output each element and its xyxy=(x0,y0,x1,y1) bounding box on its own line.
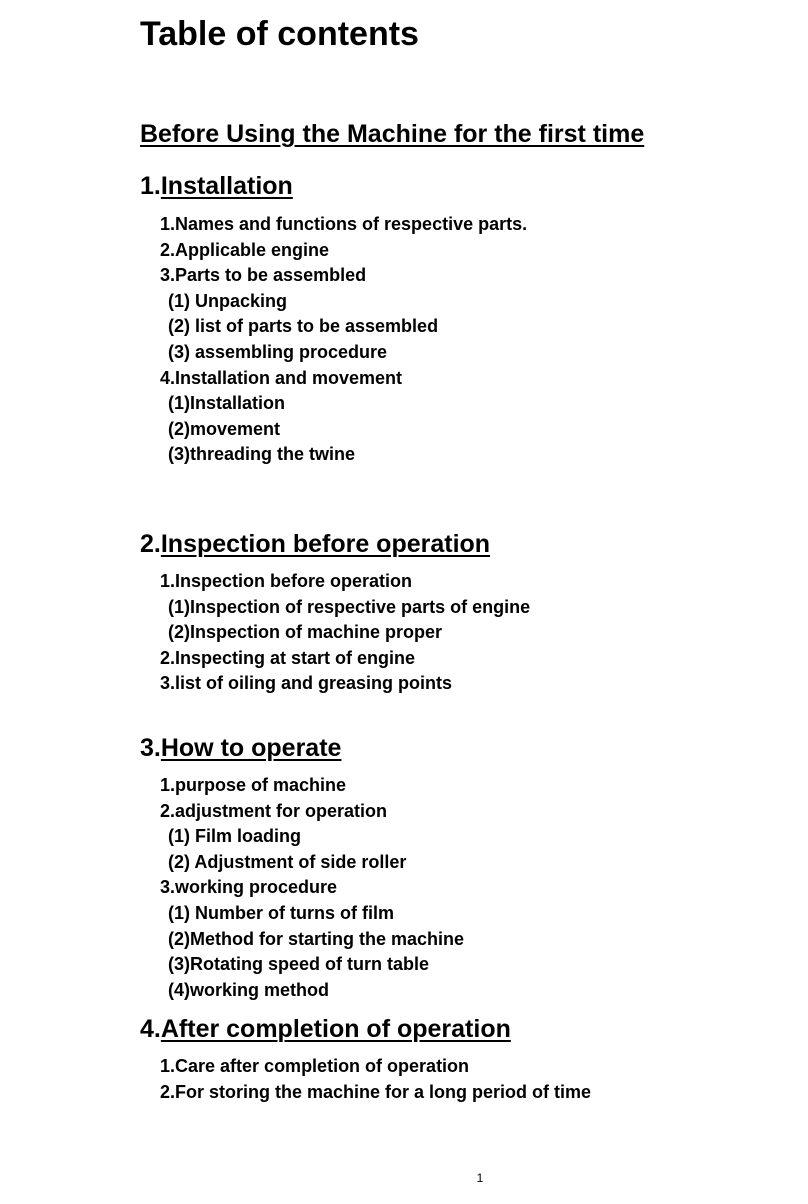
toc-subitem: (1) Unpacking xyxy=(168,290,288,311)
toc-list-inspection xyxy=(0,569,530,697)
toc-subitem: (4)working method xyxy=(168,979,329,1000)
toc-item: 1.Inspection before operation xyxy=(160,571,413,591)
toc-subitem: (2) Adjustment of side roller xyxy=(168,851,407,872)
toc-subitem: (2)Method for starting the machine xyxy=(168,928,465,949)
section-title: How to operate xyxy=(160,734,342,762)
toc-subitem: (1) Number of turns of film xyxy=(168,902,394,923)
toc-subitem: (2)Inspection of machine proper xyxy=(168,622,443,643)
section-heading-after-completion xyxy=(140,1013,511,1045)
toc-item: 1.Care after completion of operation xyxy=(160,1056,470,1076)
toc-list-installation xyxy=(0,212,527,468)
toc-subitem: (2)movement xyxy=(168,418,281,439)
section-number: 1. xyxy=(140,172,161,200)
toc-list-how-to-operate xyxy=(0,773,464,1003)
toc-subitem: (3)Rotating speed of turn table xyxy=(168,954,429,975)
toc-item: 1.Names and functions of respective parts. xyxy=(160,214,528,234)
section-heading-inspection xyxy=(140,528,490,560)
section-title: After completion of operation xyxy=(160,1015,511,1043)
toc-subitem: (3) assembling procedure xyxy=(168,341,388,362)
toc-item: 3.list of oiling and greasing points xyxy=(160,673,453,694)
toc-item: 3.Parts to be assembled xyxy=(160,265,367,286)
toc-subitem: (1) Film loading xyxy=(168,826,301,847)
toc-list-after-completion xyxy=(0,1054,591,1105)
toc-item: 3.working procedure xyxy=(160,877,338,898)
section-number: 3. xyxy=(140,734,161,762)
toc-subitem: (1)Installation xyxy=(168,393,286,414)
toc-item: 4.Installation and movement xyxy=(160,367,403,388)
toc-subitem: (1)Inspection of respective parts of engine xyxy=(168,596,531,617)
toc-item: 2.Applicable engine xyxy=(160,239,330,260)
page-title: Table of contents xyxy=(140,15,419,53)
toc-subitem: (3)threading the twine xyxy=(168,444,356,465)
section-title: Inspection before operation xyxy=(160,530,491,558)
section-number: 2. xyxy=(140,530,161,558)
section-title: Installation xyxy=(160,172,293,200)
section-heading-how-to-operate xyxy=(140,732,341,764)
section-heading-installation xyxy=(140,170,293,202)
toc-item: 2.Inspecting at start of engine xyxy=(160,647,416,668)
page-number: 1 xyxy=(476,1171,484,1185)
toc-item: 2.adjustment for operation xyxy=(160,800,388,821)
section-number: 4. xyxy=(140,1015,161,1043)
toc-item: 1.purpose of machine xyxy=(160,775,347,795)
document-subtitle: Before Using the Machine for the first time xyxy=(140,120,645,148)
toc-subitem: (2) list of parts to be assembled xyxy=(168,316,439,337)
toc-item: 2.For storing the machine for a long period of time xyxy=(160,1081,592,1102)
